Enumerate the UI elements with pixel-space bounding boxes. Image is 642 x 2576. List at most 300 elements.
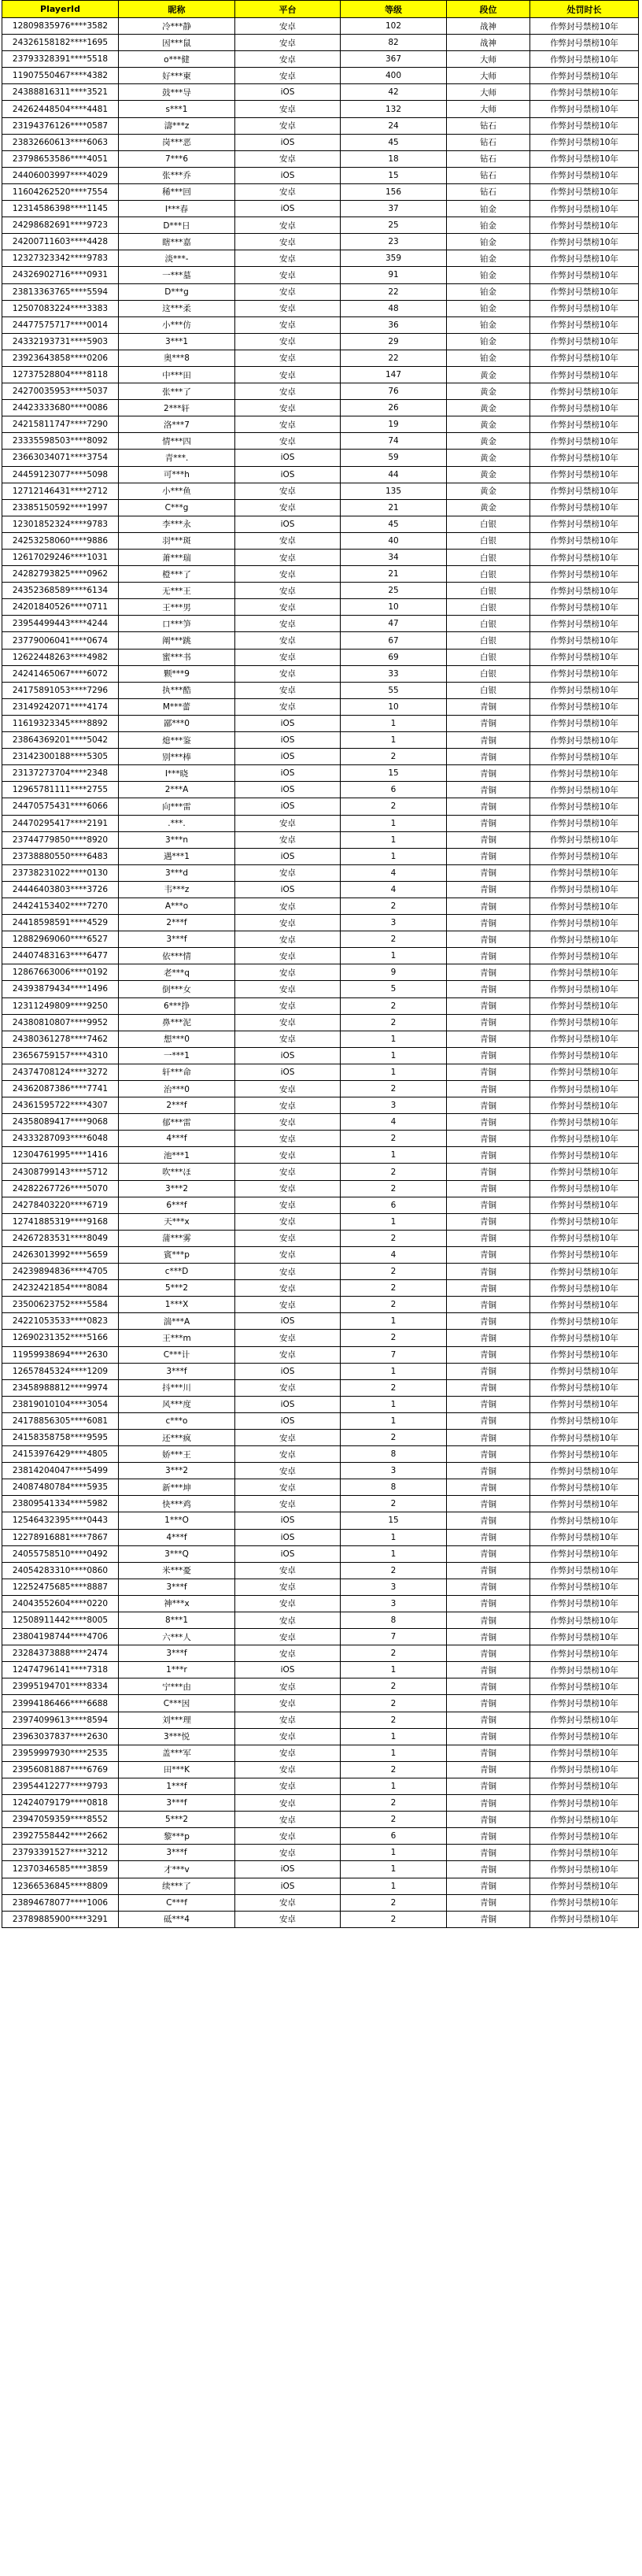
cell-penalty: 作弊封号禁榜10年 <box>530 1097 639 1114</box>
cell-player-id: 24361595722****4307 <box>2 1097 119 1114</box>
table-row <box>2 1363 639 1379</box>
table-row <box>2 51 639 68</box>
table-row <box>2 234 639 250</box>
cell-platform: 安卓 <box>235 1114 341 1131</box>
cell-platform: 安卓 <box>235 831 341 848</box>
cell-rank: 大师 <box>447 101 530 117</box>
cell-level: 2 <box>341 1695 447 1712</box>
cell-level: 7 <box>341 1629 447 1645</box>
cell-player-id: 24201840526****0711 <box>2 599 119 616</box>
cell-nickname: 李***永 <box>119 516 235 532</box>
cell-player-id: 23793328391****5518 <box>2 51 119 68</box>
cell-level: 1 <box>341 1213 447 1230</box>
table-row <box>2 68 639 84</box>
cell-level: 2 <box>341 1264 447 1280</box>
cell-platform: iOS <box>235 732 341 749</box>
cell-penalty: 作弊封号禁榜10年 <box>530 35 639 51</box>
cell-nickname: 8***1 <box>119 1612 235 1629</box>
cell-nickname: 还***疯 <box>119 1429 235 1445</box>
cell-penalty: 作弊封号禁榜10年 <box>530 1545 639 1562</box>
cell-penalty: 作弊封号禁榜10年 <box>530 1529 639 1545</box>
cell-level: 2 <box>341 1812 447 1828</box>
cell-rank: 青铜 <box>447 1512 530 1529</box>
table-row <box>2 101 639 117</box>
cell-rank: 钻石 <box>447 183 530 200</box>
cell-rank: 青铜 <box>447 1313 530 1330</box>
cell-rank: 青铜 <box>447 1595 530 1612</box>
cell-penalty: 作弊封号禁榜10年 <box>530 117 639 134</box>
cell-player-id: 12882969060****6527 <box>2 931 119 948</box>
cell-player-id: 12741885319****9168 <box>2 1213 119 1230</box>
cell-nickname: 王***m <box>119 1330 235 1346</box>
cell-platform: 安卓 <box>235 1097 341 1114</box>
cell-nickname: D***g <box>119 283 235 300</box>
cell-level: 6 <box>341 1197 447 1213</box>
cell-penalty: 作弊封号禁榜10年 <box>530 1280 639 1297</box>
table-body <box>2 18 639 1928</box>
cell-nickname: 情***四 <box>119 433 235 450</box>
cell-penalty: 作弊封号禁榜10年 <box>530 84 639 101</box>
cell-nickname: I***春 <box>119 201 235 217</box>
cell-penalty: 作弊封号禁榜10年 <box>530 1131 639 1147</box>
cell-penalty: 作弊封号禁榜10年 <box>530 1812 639 1828</box>
cell-penalty: 作弊封号禁榜10年 <box>530 632 639 649</box>
cell-nickname: C***计 <box>119 1346 235 1363</box>
cell-player-id: 23284373888****2474 <box>2 1645 119 1662</box>
cell-rank: 铂金 <box>447 217 530 234</box>
table-row <box>2 1379 639 1396</box>
cell-level: 102 <box>341 18 447 35</box>
cell-level: 2 <box>341 1014 447 1031</box>
cell-rank: 青铜 <box>447 1446 530 1463</box>
cell-platform: 安卓 <box>235 117 341 134</box>
cell-rank: 青铜 <box>447 782 530 798</box>
cell-level: 25 <box>341 217 447 234</box>
cell-rank: 战神 <box>447 18 530 35</box>
cell-rank: 铂金 <box>447 350 530 366</box>
cell-platform: 安卓 <box>235 1031 341 1047</box>
table-row <box>2 566 639 583</box>
cell-nickname: 娇***王 <box>119 1446 235 1463</box>
cell-penalty: 作弊封号禁榜10年 <box>530 1180 639 1197</box>
table-row <box>2 1197 639 1213</box>
header-player-id: PlayerId <box>2 1 119 18</box>
cell-level: 69 <box>341 649 447 665</box>
cell-platform: 安卓 <box>235 1164 341 1180</box>
cell-platform: iOS <box>235 1545 341 1562</box>
cell-platform: 安卓 <box>235 1728 341 1745</box>
cell-rank: 青铜 <box>447 1180 530 1197</box>
cell-rank: 黄金 <box>447 483 530 499</box>
cell-rank: 钻石 <box>447 150 530 167</box>
cell-penalty: 作弊封号禁榜10年 <box>530 1014 639 1031</box>
cell-penalty: 作弊封号禁榜10年 <box>530 1197 639 1213</box>
table-row <box>2 1097 639 1114</box>
cell-penalty: 作弊封号禁榜10年 <box>530 1678 639 1695</box>
cell-level: 2 <box>341 1429 447 1445</box>
cell-player-id: 24362087386****7741 <box>2 1081 119 1097</box>
cell-penalty: 作弊封号禁榜10年 <box>530 1346 639 1363</box>
table-row <box>2 1845 639 1861</box>
cell-nickname: 小***鱼 <box>119 483 235 499</box>
cell-platform: 安卓 <box>235 1429 341 1445</box>
cell-platform: 安卓 <box>235 483 341 499</box>
cell-platform: iOS <box>235 516 341 532</box>
cell-penalty: 作弊封号禁榜10年 <box>530 1147 639 1164</box>
cell-penalty: 作弊封号禁榜10年 <box>530 550 639 566</box>
cell-rank: 青铜 <box>447 1712 530 1728</box>
cell-rank: 青铜 <box>447 1496 530 1512</box>
cell-player-id: 24470295417****2191 <box>2 815 119 831</box>
cell-rank: 青铜 <box>447 1297 530 1313</box>
cell-platform: iOS <box>235 798 341 815</box>
cell-nickname: 王***男 <box>119 599 235 616</box>
cell-platform: 安卓 <box>235 1595 341 1612</box>
table-row <box>2 1878 639 1894</box>
cell-penalty: 作弊封号禁榜10年 <box>530 433 639 450</box>
table-row <box>2 1496 639 1512</box>
cell-level: 1 <box>341 1778 447 1794</box>
cell-rank: 钻石 <box>447 117 530 134</box>
cell-rank: 青铜 <box>447 1845 530 1861</box>
cell-nickname: 鼓***导 <box>119 84 235 101</box>
table-row <box>2 1031 639 1047</box>
cell-player-id: 24406003997****4029 <box>2 167 119 183</box>
cell-level: 23 <box>341 234 447 250</box>
cell-level: 3 <box>341 1579 447 1595</box>
cell-player-id: 24352368589****6134 <box>2 583 119 599</box>
cell-penalty: 作弊封号禁榜10年 <box>530 981 639 997</box>
cell-nickname: 1***O <box>119 1512 235 1529</box>
cell-platform: 安卓 <box>235 931 341 948</box>
cell-player-id: 24232421854****8084 <box>2 1280 119 1297</box>
cell-penalty: 作弊封号禁榜10年 <box>530 1579 639 1595</box>
cell-penalty: 作弊封号禁榜10年 <box>530 1064 639 1080</box>
cell-player-id: 24153976429****4805 <box>2 1446 119 1463</box>
cell-player-id: 23832660613****6063 <box>2 134 119 150</box>
cell-penalty: 作弊封号禁榜10年 <box>530 1330 639 1346</box>
cell-level: 1 <box>341 1047 447 1064</box>
cell-nickname: 2***f <box>119 915 235 931</box>
cell-platform: 安卓 <box>235 616 341 632</box>
cell-rank: 青铜 <box>447 1878 530 1894</box>
table-row <box>2 1264 639 1280</box>
cell-rank: 青铜 <box>447 1264 530 1280</box>
table-row <box>2 599 639 616</box>
table-row <box>2 997 639 1014</box>
cell-rank: 铂金 <box>447 201 530 217</box>
table-row <box>2 1313 639 1330</box>
table-row <box>2 864 639 881</box>
cell-level: 1 <box>341 1412 447 1429</box>
cell-platform: 安卓 <box>235 632 341 649</box>
cell-penalty: 作弊封号禁榜10年 <box>530 1264 639 1280</box>
cell-player-id: 24221053533****0823 <box>2 1313 119 1330</box>
table-row <box>2 1545 639 1562</box>
cell-rank: 青铜 <box>447 1213 530 1230</box>
cell-penalty: 作弊封号禁榜10年 <box>530 616 639 632</box>
cell-penalty: 作弊封号禁榜10年 <box>530 566 639 583</box>
cell-player-id: 24308799143****5712 <box>2 1164 119 1180</box>
cell-rank: 青铜 <box>447 1645 530 1662</box>
cell-rank: 黄金 <box>447 433 530 450</box>
cell-penalty: 作弊封号禁榜10年 <box>530 948 639 964</box>
table-row <box>2 1562 639 1579</box>
cell-penalty: 作弊封号禁榜10年 <box>530 997 639 1014</box>
table-row <box>2 583 639 599</box>
cell-nickname: 可***h <box>119 466 235 483</box>
cell-player-id: 24270035953****5037 <box>2 383 119 400</box>
cell-level: 19 <box>341 416 447 433</box>
cell-level: 1 <box>341 1545 447 1562</box>
cell-level: 2 <box>341 1230 447 1246</box>
cell-nickname: 5***2 <box>119 1812 235 1828</box>
cell-nickname: C***因 <box>119 1695 235 1712</box>
cell-platform: 安卓 <box>235 948 341 964</box>
cell-rank: 青铜 <box>447 1545 530 1562</box>
cell-level: 45 <box>341 516 447 532</box>
table-row <box>2 848 639 864</box>
cell-nickname: 4***f <box>119 1131 235 1147</box>
cell-player-id: 23804198744****4706 <box>2 1629 119 1645</box>
cell-nickname: 田***K <box>119 1761 235 1778</box>
cell-player-id: 24332193731****5903 <box>2 333 119 350</box>
cell-platform: 安卓 <box>235 68 341 84</box>
cell-level: 1 <box>341 1861 447 1878</box>
cell-player-id: 23954412277****9793 <box>2 1778 119 1794</box>
table-row <box>2 466 639 483</box>
cell-penalty: 作弊封号禁榜10年 <box>530 1313 639 1330</box>
cell-penalty: 作弊封号禁榜10年 <box>530 682 639 698</box>
cell-nickname: D***日 <box>119 217 235 234</box>
cell-player-id: 12712146431****2712 <box>2 483 119 499</box>
cell-player-id: 24282793825****0962 <box>2 566 119 583</box>
cell-level: 147 <box>341 366 447 383</box>
cell-platform: 安卓 <box>235 649 341 665</box>
cell-player-id: 23744779850****8920 <box>2 831 119 848</box>
cell-player-id: 23974099613****8594 <box>2 1712 119 1728</box>
cell-penalty: 作弊封号禁榜10年 <box>530 864 639 881</box>
cell-penalty: 作弊封号禁榜10年 <box>530 1479 639 1496</box>
cell-platform: 安卓 <box>235 1562 341 1579</box>
cell-level: 36 <box>341 316 447 333</box>
cell-player-id: 24333287093****6048 <box>2 1131 119 1147</box>
cell-platform: 安卓 <box>235 316 341 333</box>
table-row <box>2 333 639 350</box>
cell-player-id: 24200711603****4428 <box>2 234 119 250</box>
cell-penalty: 作弊封号禁榜10年 <box>530 848 639 864</box>
cell-rank: 青铜 <box>447 1363 530 1379</box>
cell-rank: 钻石 <box>447 167 530 183</box>
cell-platform: 安卓 <box>235 1014 341 1031</box>
cell-level: 2 <box>341 1496 447 1512</box>
cell-level: 10 <box>341 599 447 616</box>
cell-nickname: 米***憂 <box>119 1562 235 1579</box>
cell-level: 2 <box>341 1379 447 1396</box>
cell-level: 6 <box>341 782 447 798</box>
cell-rank: 青铜 <box>447 1429 530 1445</box>
cell-player-id: 23995194701****8334 <box>2 1678 119 1695</box>
cell-level: 18 <box>341 150 447 167</box>
cell-nickname: 小***仿 <box>119 316 235 333</box>
cell-platform: 安卓 <box>235 1197 341 1213</box>
cell-player-id: 23819010104****3054 <box>2 1396 119 1412</box>
cell-penalty: 作弊封号禁榜10年 <box>530 1562 639 1579</box>
table-row <box>2 283 639 300</box>
cell-level: 5 <box>341 981 447 997</box>
cell-level: 4 <box>341 1114 447 1131</box>
cell-platform: 安卓 <box>235 1213 341 1230</box>
cell-level: 1 <box>341 1313 447 1330</box>
cell-penalty: 作弊封号禁榜10年 <box>530 915 639 931</box>
cell-nickname: 无***王 <box>119 583 235 599</box>
header-row <box>2 1 639 18</box>
cell-level: 1 <box>341 1845 447 1861</box>
cell-rank: 白银 <box>447 682 530 698</box>
cell-penalty: 作弊封号禁榜10年 <box>530 250 639 267</box>
cell-player-id: 12965781111****2755 <box>2 782 119 798</box>
cell-nickname: o***健 <box>119 51 235 68</box>
cell-rank: 青铜 <box>447 1197 530 1213</box>
cell-nickname: 1***r <box>119 1662 235 1678</box>
cell-level: 1 <box>341 948 447 964</box>
cell-penalty: 作弊封号禁榜10年 <box>530 1429 639 1445</box>
cell-level: 4 <box>341 881 447 898</box>
cell-rank: 白银 <box>447 649 530 665</box>
cell-level: 10 <box>341 698 447 715</box>
cell-player-id: 24459123077****5098 <box>2 466 119 483</box>
cell-nickname: 宁***由 <box>119 1678 235 1695</box>
cell-penalty: 作弊封号禁榜10年 <box>530 416 639 433</box>
cell-nickname: 熄***鉴 <box>119 732 235 749</box>
cell-nickname: 神***x <box>119 1595 235 1612</box>
cell-rank: 黄金 <box>447 416 530 433</box>
cell-rank: 大师 <box>447 84 530 101</box>
cell-nickname: 口***笋 <box>119 616 235 632</box>
cell-penalty: 作弊封号禁榜10年 <box>530 583 639 599</box>
cell-platform: 安卓 <box>235 18 341 35</box>
cell-rank: 白银 <box>447 583 530 599</box>
cell-nickname: 依***情 <box>119 948 235 964</box>
cell-level: 21 <box>341 566 447 583</box>
cell-penalty: 作弊封号禁榜10年 <box>530 1645 639 1662</box>
cell-penalty: 作弊封号禁榜10年 <box>530 964 639 981</box>
cell-penalty: 作弊封号禁榜10年 <box>530 283 639 300</box>
cell-level: 29 <box>341 333 447 350</box>
cell-platform: 安卓 <box>235 366 341 383</box>
cell-rank: 白银 <box>447 566 530 583</box>
cell-nickname: 吹***ほ <box>119 1164 235 1180</box>
cell-nickname: 2***轩 <box>119 400 235 416</box>
cell-platform: iOS <box>235 1313 341 1330</box>
cell-nickname: 3***悦 <box>119 1728 235 1745</box>
cell-rank: 青铜 <box>447 1330 530 1346</box>
table-row <box>2 1064 639 1080</box>
cell-player-id: 24418598591****4529 <box>2 915 119 931</box>
cell-platform: 安卓 <box>235 864 341 881</box>
cell-nickname: 刘***理 <box>119 1712 235 1728</box>
table-row <box>2 1412 639 1429</box>
cell-penalty: 作弊封号禁榜10年 <box>530 1412 639 1429</box>
cell-nickname: 郁***雷 <box>119 1114 235 1131</box>
table-row <box>2 782 639 798</box>
cell-platform: 安卓 <box>235 267 341 283</box>
cell-platform: 安卓 <box>235 1894 341 1911</box>
cell-rank: 青铜 <box>447 1745 530 1761</box>
cell-level: 2 <box>341 1911 447 1927</box>
cell-level: 2 <box>341 1330 447 1346</box>
cell-player-id: 12617029246****1031 <box>2 550 119 566</box>
table-row <box>2 1346 639 1363</box>
cell-rank: 青铜 <box>447 1629 530 1645</box>
cell-platform: 安卓 <box>235 964 341 981</box>
cell-nickname: 阐***跳 <box>119 632 235 649</box>
cell-player-id: 12370346585****3859 <box>2 1861 119 1878</box>
cell-nickname: 洛***7 <box>119 416 235 433</box>
cell-nickname: 3***2 <box>119 1180 235 1197</box>
cell-rank: 青铜 <box>447 1911 530 1927</box>
cell-nickname: 快***鸡 <box>119 1496 235 1512</box>
cell-rank: 青铜 <box>447 1081 530 1097</box>
cell-player-id: 24407483163****6477 <box>2 948 119 964</box>
cell-platform: 安卓 <box>235 1446 341 1463</box>
cell-penalty: 作弊封号禁榜10年 <box>530 831 639 848</box>
table-row <box>2 1761 639 1778</box>
cell-platform: 安卓 <box>235 1463 341 1479</box>
cell-player-id: 23663034071****3754 <box>2 450 119 466</box>
cell-player-id: 23142300188****5305 <box>2 749 119 765</box>
cell-player-id: 12311249809****9250 <box>2 997 119 1014</box>
cell-player-id: 23814204047****5499 <box>2 1463 119 1479</box>
cell-penalty: 作弊封号禁榜10年 <box>530 1031 639 1047</box>
cell-rank: 青铜 <box>447 1147 530 1164</box>
cell-penalty: 作弊封号禁榜10年 <box>530 1446 639 1463</box>
table-row <box>2 715 639 731</box>
cell-platform: 安卓 <box>235 1496 341 1512</box>
table-row <box>2 682 639 698</box>
cell-penalty: 作弊封号禁榜10年 <box>530 466 639 483</box>
cell-platform: 安卓 <box>235 698 341 715</box>
cell-penalty: 作弊封号禁榜10年 <box>530 1595 639 1612</box>
cell-rank: 青铜 <box>447 1379 530 1396</box>
cell-nickname: 萧***瑞 <box>119 550 235 566</box>
cell-rank: 青铜 <box>447 997 530 1014</box>
cell-platform: 安卓 <box>235 51 341 68</box>
cell-nickname: 向***雷 <box>119 798 235 815</box>
cell-player-id: 23864369201****5042 <box>2 732 119 749</box>
table-row <box>2 532 639 549</box>
table-row <box>2 1662 639 1678</box>
table-row <box>2 117 639 134</box>
table-row <box>2 798 639 815</box>
cell-nickname: 2***A <box>119 782 235 798</box>
cell-nickname: 执***酷 <box>119 682 235 698</box>
cell-platform: iOS <box>235 1878 341 1894</box>
cell-nickname: 好***柬 <box>119 68 235 84</box>
cell-rank: 黄金 <box>447 383 530 400</box>
table-row <box>2 1595 639 1612</box>
cell-rank: 青铜 <box>447 1761 530 1778</box>
cell-level: 55 <box>341 682 447 698</box>
cell-player-id: 12867663006****0192 <box>2 964 119 981</box>
cell-rank: 白银 <box>447 665 530 682</box>
cell-rank: 铂金 <box>447 234 530 250</box>
cell-platform: 安卓 <box>235 1330 341 1346</box>
cell-player-id: 24380361278****7462 <box>2 1031 119 1047</box>
cell-rank: 青铜 <box>447 1479 530 1496</box>
cell-nickname: 1***X <box>119 1297 235 1313</box>
cell-rank: 大师 <box>447 68 530 84</box>
